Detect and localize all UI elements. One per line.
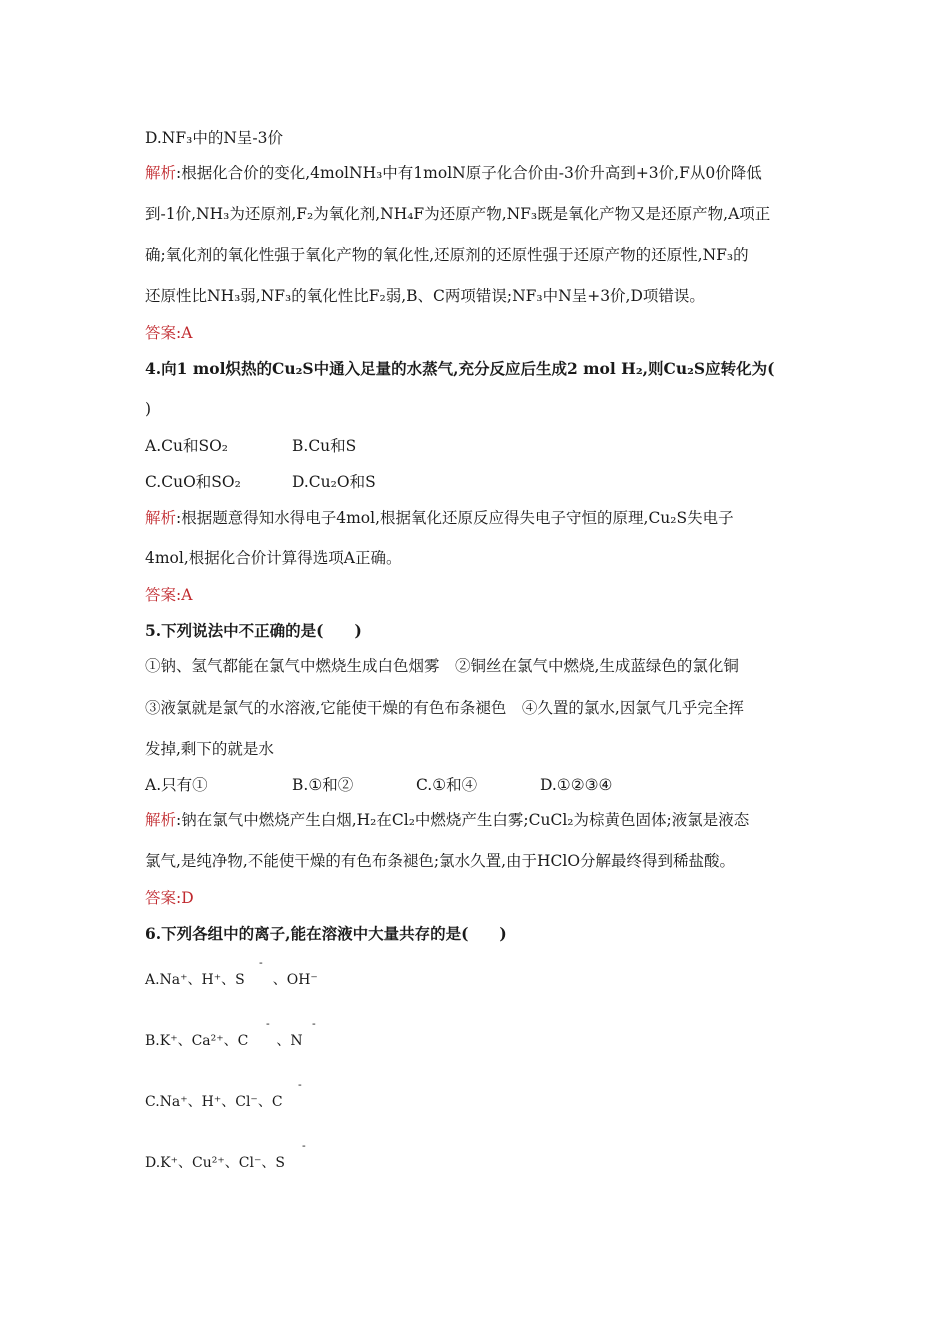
q5-statement-line-2: ③液氯就是氯气的水溶液,它能使干燥的有色布条褪色 ④久置的氯水,因氯气几乎完全挥: [145, 699, 744, 717]
q4-option-d: D.Cu₂O和S: [292, 473, 376, 491]
q3-answer: 答案:A: [145, 324, 193, 342]
q6-stem: [145, 924, 507, 944]
q4-analysis-line-1: [145, 508, 734, 528]
analysis-label: 解析: [145, 509, 177, 527]
ion-charge-mark: -: [312, 1017, 316, 1030]
q6-option-d: D.K⁺、Cu²⁺、Cl⁻、S: [145, 1155, 285, 1171]
ion-charge-mark: -: [259, 956, 263, 969]
q6-option-c: C.Na⁺、H⁺、Cl⁻、C: [145, 1094, 283, 1110]
q3-analysis-line-1: [145, 163, 762, 183]
q5-analysis-line-2: 氯气,是纯净物,不能使干燥的有色布条褪色;氯水久置,由于HClO分解最终得到稀盐酸。: [145, 852, 736, 870]
q3-option-d: D.NF₃中的N呈-3价: [145, 129, 283, 147]
q4-options-row-2: [145, 472, 376, 492]
ion-charge-mark: -: [266, 1017, 270, 1030]
q5-stem: [145, 621, 362, 641]
q5-option-c: C.①和④: [416, 776, 478, 794]
ion-charge-mark: -: [298, 1078, 302, 1091]
question-text: 5.下列说法中不正确的是( ): [145, 621, 362, 640]
q4-options-row-1: [145, 436, 356, 456]
q4-option-b: B.Cu和S: [292, 437, 357, 455]
q3-analysis-line-4: 还原性比NH₃弱,NF₃的氧化性比F₂弱,B、C两项错误;NF₃中N呈+3价,D项错误。: [145, 287, 705, 305]
q4-answer: 答案:A: [145, 586, 193, 604]
q6-option-b: B.K⁺、Ca²⁺、C 、N: [145, 1033, 303, 1049]
analysis-label: 解析: [145, 164, 177, 182]
question-text: 4.向1 mol炽热的Cu₂S中通入足量的水蒸气,充分反应后生成2 mol H₂,则Cu₂S应转化为(: [145, 359, 775, 378]
q5-answer: 答案:D: [145, 889, 194, 907]
q5-statement-line-3: 发掉,剩下的就是水: [145, 740, 274, 758]
q4-stem-line-2: ): [145, 400, 152, 418]
q5-option-b: B.①和②: [292, 776, 354, 794]
ion-charge-mark: -: [302, 1139, 306, 1152]
q4-option-a: A.Cu和SO₂: [145, 437, 229, 455]
q3-analysis-line-2: 到-1价,NH₃为还原剂,F₂为氧化剂,NH₄F为还原产物,NF₃既是氧化产物又是还原产物,A项正: [145, 205, 771, 223]
q5-option-a: A.只有①: [145, 776, 208, 794]
q4-option-c: C.CuO和SO₂: [145, 473, 241, 491]
question-text: 6.下列各组中的离子,能在溶液中大量共存的是( ): [145, 924, 507, 943]
q3-analysis-line-3: 确;氧化剂的氧化性强于氧化产物的氧化性,还原剂的还原性强于还原产物的还原性,NF₃的: [145, 246, 749, 264]
analysis-text: :根据化合价的变化,4molNH₃中有1molN原子化合价由-3价升高到+3价,F从0价降低: [176, 164, 762, 182]
analysis-text: :钠在氯气中燃烧产生白烟,H₂在Cl₂中燃烧产生白雾;CuCl₂为棕黄色固体;液氯是液态: [176, 811, 750, 829]
q5-analysis-line-1: [145, 810, 749, 830]
analysis-label: 解析: [145, 811, 177, 829]
q4-analysis-line-2: 4mol,根据化合价计算得选项A正确。: [145, 549, 402, 567]
q4-stem-line-1: [145, 359, 774, 379]
q6-option-a: A.Na⁺、H⁺、S 、OH⁻: [145, 972, 318, 988]
analysis-text: :根据题意得知水得电子4mol,根据氧化还原反应得失电子守恒的原理,Cu₂S失电子: [176, 509, 734, 527]
q5-options-row: [145, 775, 612, 795]
q5-option-d: D.①②③④: [540, 776, 613, 794]
q5-statement-line-1: ①钠、氢气都能在氯气中燃烧生成白色烟雾 ②铜丝在氯气中燃烧,生成蓝绿色的氯化铜: [145, 657, 739, 675]
